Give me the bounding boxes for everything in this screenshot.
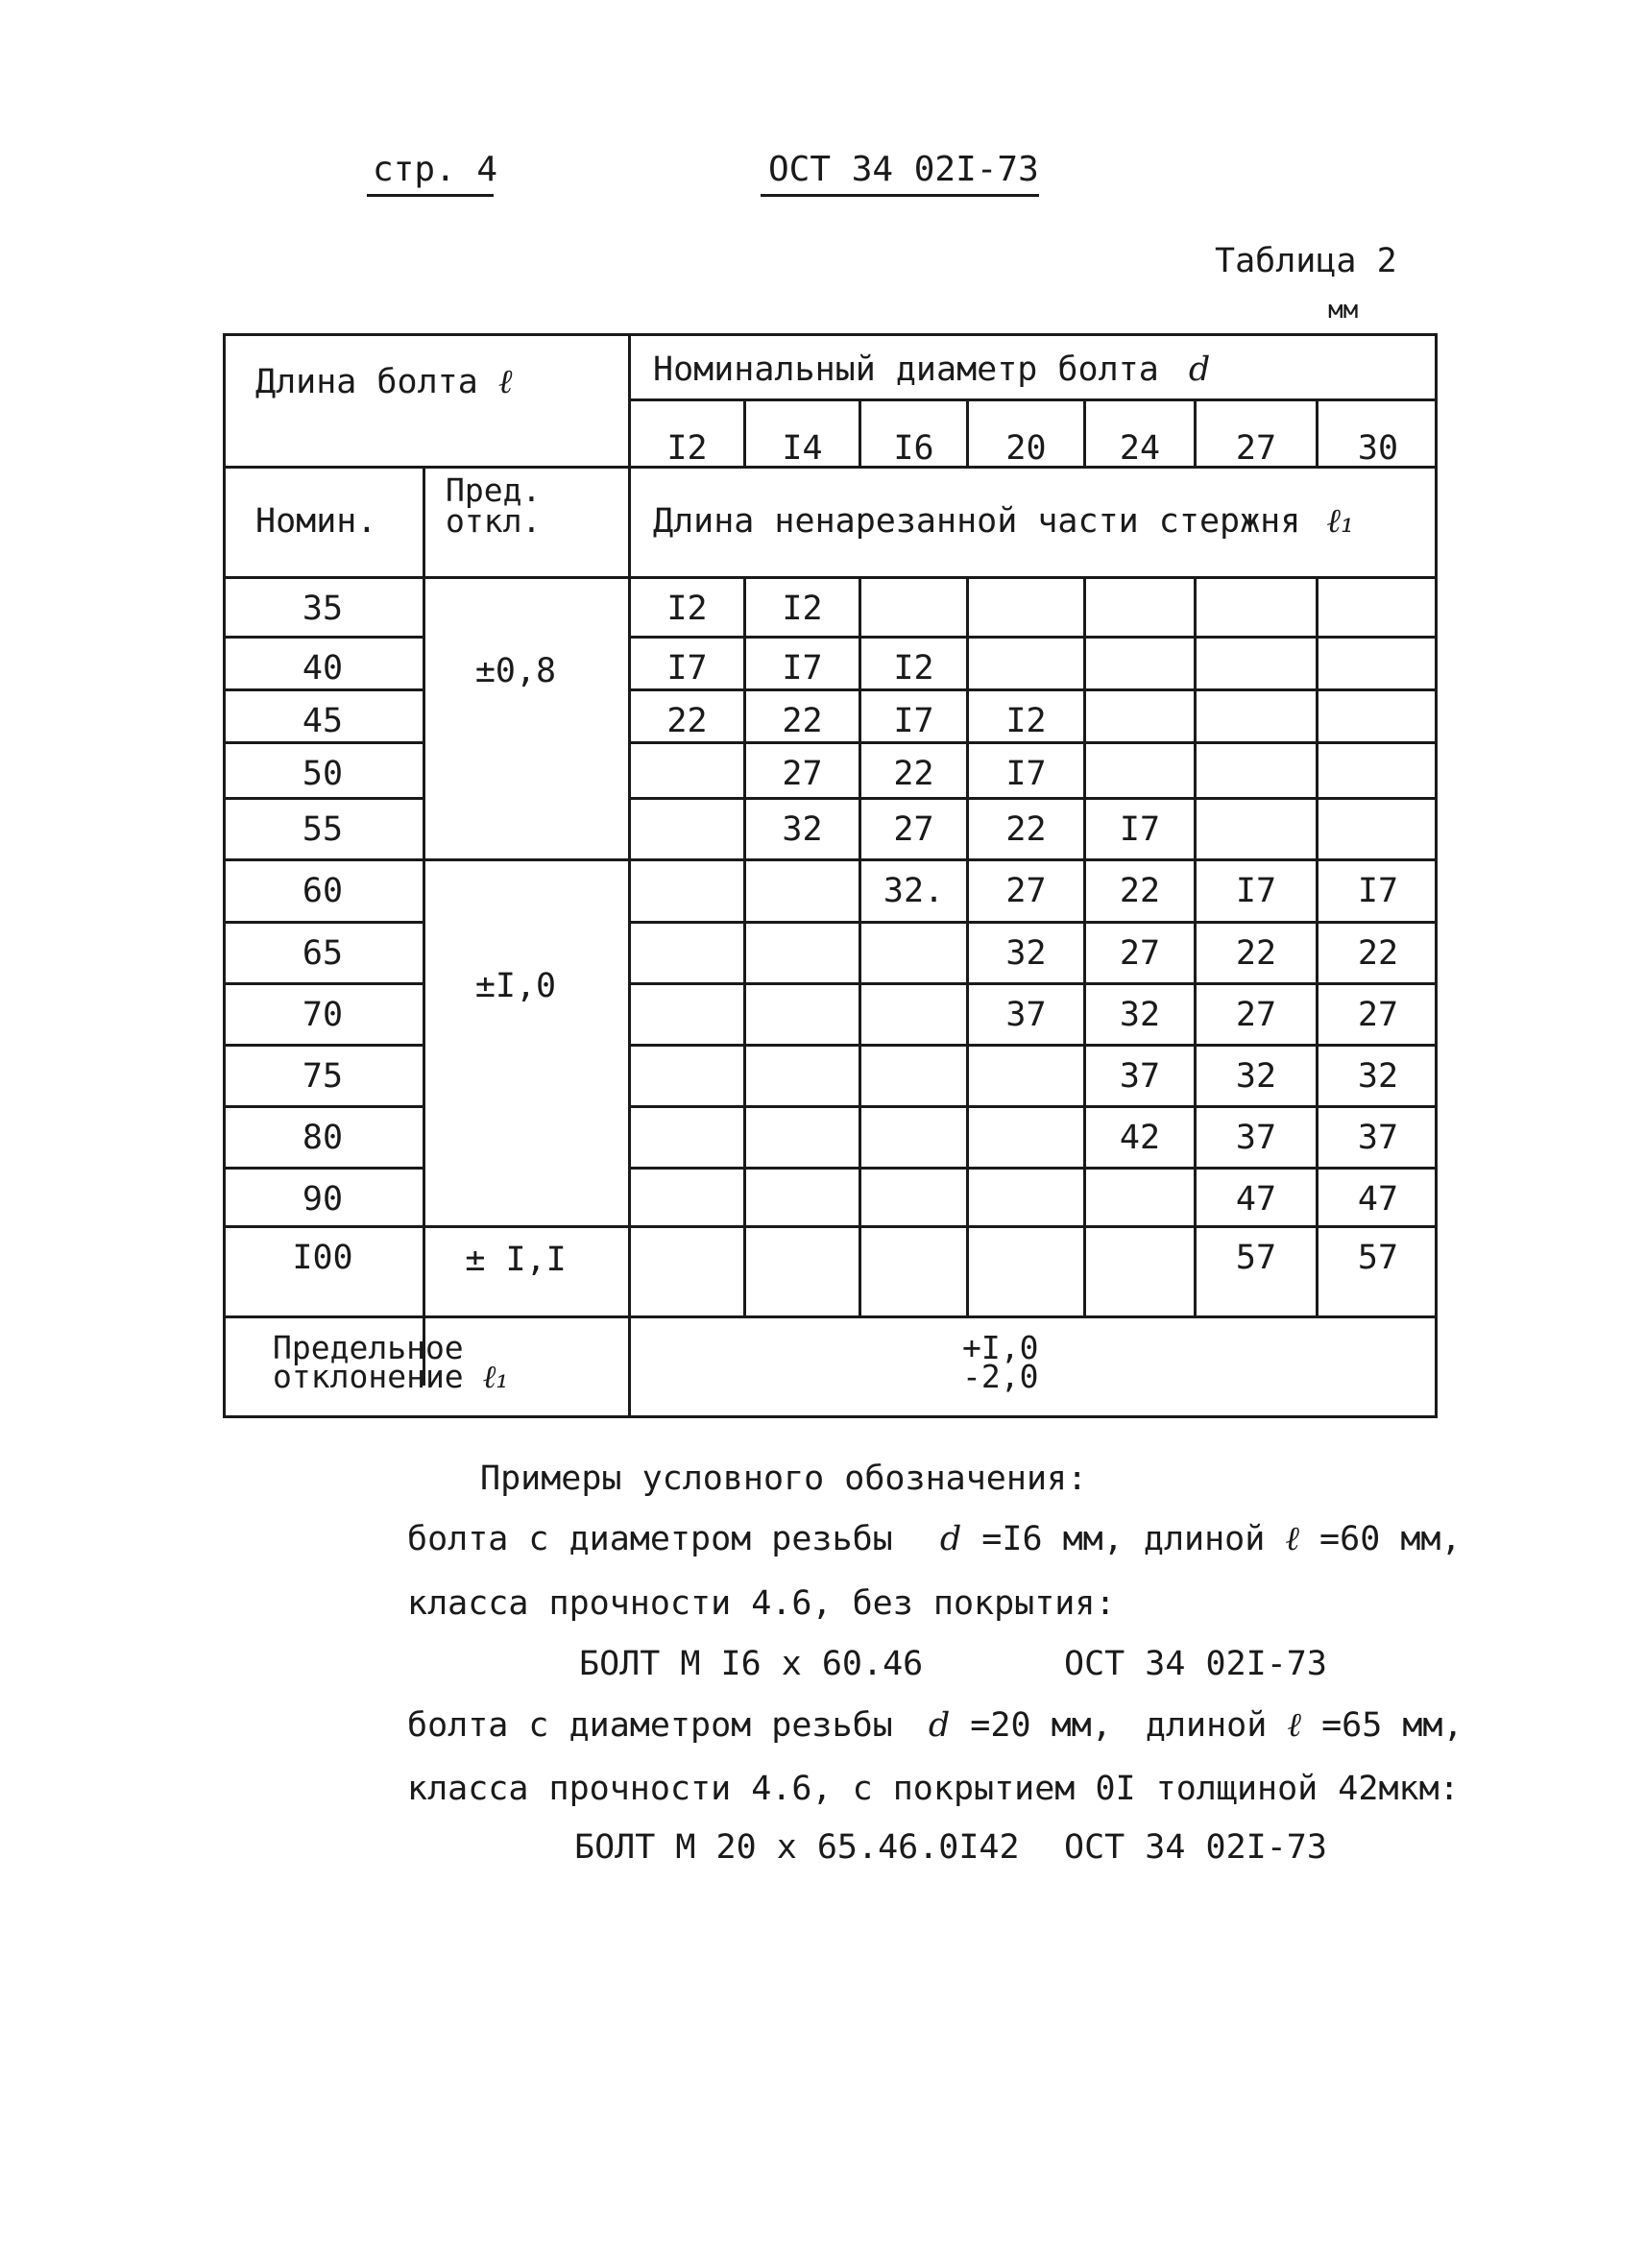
diameter-header-cell: 30	[1357, 429, 1399, 468]
diameter-header-cell: 27	[1235, 429, 1277, 468]
header-deviation: Пред. откл.	[446, 471, 542, 540]
standard-code: ОСТ 34 02I-73	[768, 150, 1039, 189]
table-cell: 22	[666, 702, 708, 740]
header-nominal: Номин.	[255, 502, 377, 541]
diameter-header-cell: 24	[1119, 429, 1161, 468]
example-2-line-2: класса прочности 4.6, с покрытием 0I толщиной 42мкм:	[407, 1770, 1460, 1808]
rule-row-values	[628, 1105, 1438, 1108]
footer-tolerance: +I,0 -2,0	[962, 1329, 1039, 1395]
table-cell: 42	[1119, 1119, 1161, 1157]
table-cell: I7	[1357, 872, 1399, 910]
rule-row-nominal	[223, 1105, 423, 1108]
table-cell: I2	[782, 590, 823, 628]
table-cell: 47	[1235, 1180, 1277, 1218]
diameter-header-cell: I4	[782, 429, 823, 468]
row-nominal-length: I00	[292, 1239, 353, 1277]
rule-col-deviation	[423, 466, 425, 1386]
table-cell: 27	[893, 810, 934, 849]
table-caption: Таблица 2	[1215, 242, 1397, 280]
example-1-designation: БОЛТ М I6 х 60.46	[579, 1645, 924, 1683]
rule-row-values	[628, 688, 1438, 691]
table-cell: 27	[782, 755, 823, 793]
rule-row-values	[628, 1044, 1438, 1047]
table-cell: 32	[1357, 1057, 1399, 1096]
example-1-line-2: класса прочности 4.6, без покрытия:	[407, 1584, 1116, 1623]
diameter-header-cell: I6	[893, 429, 934, 468]
rule-row-values	[628, 921, 1438, 924]
table-border-bottom	[223, 1415, 1438, 1418]
row-nominal-length: 60	[302, 872, 344, 910]
rule-row-values	[628, 982, 1438, 985]
rule-row-values	[628, 741, 1438, 744]
rule-row-values	[628, 858, 1438, 861]
rule-row-values	[628, 636, 1438, 639]
table-cell: I7	[666, 649, 708, 688]
table-cell: I2	[666, 590, 708, 628]
table-cell: I7	[893, 702, 934, 740]
table-border-top	[223, 333, 1438, 336]
diameter-header-cell: I2	[666, 429, 708, 468]
header-unthreaded-length: Длина ненарезанной части стержня ℓ₁	[653, 502, 1354, 541]
row-nominal-length: 90	[302, 1180, 344, 1218]
rule-row-nominal	[223, 1044, 423, 1047]
rule-row-nominal	[223, 1225, 423, 1228]
page-number: стр. 4	[373, 150, 498, 189]
table-cell: 32	[1005, 934, 1047, 973]
table-cell: 37	[1119, 1057, 1161, 1096]
example-1-line-1: болта с диаметром резьбы d =I6 мм, длиной ℓ =60 мм,	[407, 1520, 1462, 1558]
rule-row-values	[628, 797, 1438, 800]
table-cell: 37	[1005, 996, 1047, 1034]
rule-col-values	[628, 333, 631, 1415]
table-cell: 37	[1357, 1119, 1399, 1157]
example-1-standard: ОСТ 34 02I-73	[1064, 1645, 1327, 1683]
example-2-line-1: болта с диаметром резьбы d =20 мм, длиной ℓ =65 мм,	[407, 1706, 1464, 1745]
rule-row-nominal	[223, 741, 423, 744]
rule-row-values	[628, 1167, 1438, 1170]
rule-row-values	[628, 1225, 1438, 1228]
page-number-underline	[367, 194, 494, 197]
rule-row-nominal	[223, 921, 423, 924]
table-cell: I7	[782, 649, 823, 688]
table-unit: мм	[1328, 296, 1359, 325]
table-cell: 27	[1005, 872, 1047, 910]
rule-row-nominal	[223, 688, 423, 691]
rule-footer	[223, 1315, 1438, 1318]
rule-row-nominal	[223, 1167, 423, 1170]
table-cell: I7	[1119, 810, 1161, 849]
table-cell: 22	[893, 755, 934, 793]
example-2-standard: ОСТ 34 02I-73	[1064, 1828, 1327, 1867]
table-cell: 22	[782, 702, 823, 740]
table-cell: 37	[1235, 1119, 1277, 1157]
table-cell: 22	[1357, 934, 1399, 973]
table-cell: 27	[1357, 996, 1399, 1034]
header-bolt-length: Длина болта ℓ	[255, 363, 513, 401]
table-cell: I7	[1235, 872, 1277, 910]
table-cell: 32	[1235, 1057, 1277, 1096]
row-nominal-length: 50	[302, 755, 344, 793]
row-nominal-length: 55	[302, 810, 344, 849]
table-cell: I7	[1005, 755, 1047, 793]
row-nominal-length: 70	[302, 996, 344, 1034]
deviation-group-2: ±I,0	[474, 967, 557, 1005]
table-cell: 22	[1235, 934, 1277, 973]
deviation-group-1: ±0,8	[474, 652, 557, 690]
rule-subheader	[223, 576, 1438, 579]
table-cell: 22	[1119, 872, 1161, 910]
row-nominal-length: 65	[302, 934, 344, 973]
header-nominal-diameter: Номинальный диаметр болта d	[653, 350, 1211, 389]
table-cell: 27	[1235, 996, 1277, 1034]
table-cell: 32.	[883, 872, 945, 910]
table-cell: 27	[1119, 934, 1161, 973]
table-cell: I2	[893, 649, 934, 688]
rule-deviation-group	[423, 858, 628, 861]
row-nominal-length: 80	[302, 1119, 344, 1157]
standard-code-underline	[761, 194, 1039, 197]
table-cell: 22	[1005, 810, 1047, 849]
row-nominal-length: 45	[302, 702, 344, 740]
table-cell: I2	[1005, 702, 1047, 740]
table-cell: 32	[1119, 996, 1161, 1034]
table-cell: 57	[1235, 1239, 1277, 1277]
footer-label: Предельное отклонение ℓ₁	[273, 1329, 509, 1395]
rule-row-nominal	[223, 858, 423, 861]
deviation-group-3: ± I,I	[465, 1241, 567, 1279]
table-cell: 32	[782, 810, 823, 849]
example-2-designation: БОЛТ М 20 х 65.46.0I42	[574, 1828, 1020, 1867]
rule-row-nominal	[223, 636, 423, 639]
row-nominal-length: 35	[302, 590, 344, 628]
rule-row-nominal	[223, 982, 423, 985]
row-nominal-length: 75	[302, 1057, 344, 1096]
diameter-header-cell: 20	[1005, 429, 1047, 468]
table-cell: 47	[1357, 1180, 1399, 1218]
table-cell: 57	[1357, 1239, 1399, 1277]
rule-row-nominal	[223, 797, 423, 800]
row-nominal-length: 40	[302, 649, 344, 688]
rule-deviation-group	[423, 1225, 628, 1228]
examples-intro: Примеры условного обозначения:	[480, 1460, 1088, 1498]
